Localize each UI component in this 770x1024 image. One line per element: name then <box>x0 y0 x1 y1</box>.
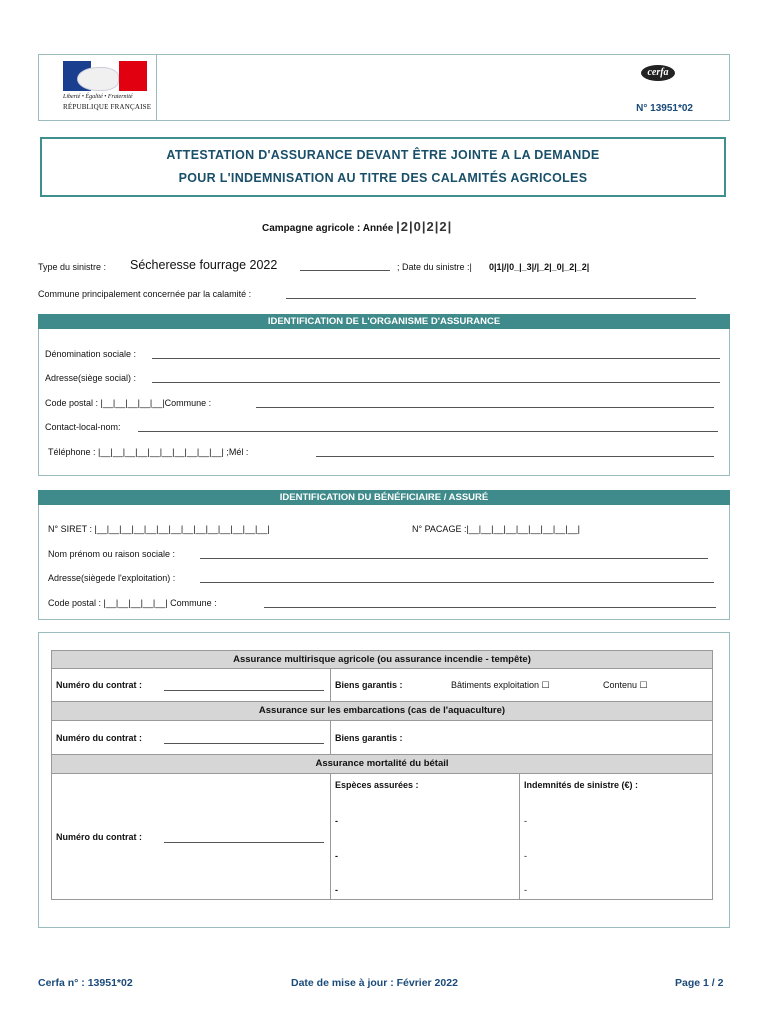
campagne-line <box>262 219 452 234</box>
republic-name: RÉPUBLIQUE FRANÇAISE <box>63 103 152 111</box>
sinistre-type-label: Type du sinistre : <box>38 262 107 272</box>
code-postal-benef-label: Code postal : |__|__|__|__|__| Commune : <box>48 598 217 608</box>
marianne-logo <box>63 61 147 91</box>
header-box <box>38 54 730 121</box>
commune-field[interactable] <box>286 298 696 299</box>
especes-dash-1[interactable]: - <box>335 816 338 826</box>
commune-org-field[interactable] <box>256 407 714 408</box>
denomination-label: Dénomination sociale : <box>45 349 137 359</box>
batiments-checkbox[interactable]: Bâtiments exploitation ☐ <box>451 680 550 690</box>
code-postal-org-label: Code postal : |__|__|__|__|__|Commune : <box>45 398 212 408</box>
nom-field[interactable] <box>200 558 708 559</box>
campagne-label: Campagne agricole : Année <box>262 223 394 234</box>
mortalite-contrat-cell <box>51 773 331 900</box>
cerfa-logo: cerfa <box>641 65 675 81</box>
especes-dash-2[interactable]: - <box>335 851 338 861</box>
multirisque-header: Assurance multirisque agricole (ou assurance incendie - tempête) <box>51 650 713 669</box>
mortalite-contrat-label: Numéro du contrat : <box>56 832 143 842</box>
adresse-org-field[interactable] <box>152 382 720 383</box>
embarcations-biens-label: Biens garantis : <box>335 733 403 743</box>
denomination-field[interactable] <box>152 358 720 359</box>
multirisque-contrat-cell <box>51 668 331 702</box>
campagne-value[interactable]: |2|0|2|2| <box>396 219 453 234</box>
embarcations-contrat-field[interactable] <box>164 743 324 744</box>
siret-field[interactable]: N° SIRET : |__|__|__|__|__|__|__|__|__|__|__|__|__|__| <box>48 524 270 534</box>
adresse-benef-field[interactable] <box>200 582 714 583</box>
embarcations-header: Assurance sur les embarcations (cas de l'aquaculture) <box>51 701 713 721</box>
mel-field[interactable] <box>316 456 714 457</box>
indemnites-dash-2[interactable]: - <box>524 851 527 861</box>
sinistre-date-label: ; Date du sinistre :| <box>397 262 472 272</box>
indemnites-dash-3[interactable]: - <box>524 885 527 895</box>
embarcations-biens-cell <box>330 720 713 755</box>
indemnites-label: Indemnités de sinistre (€) : <box>524 780 639 790</box>
especes-dash-3[interactable]: - <box>335 885 338 895</box>
cerfa-number: N° 13951*02 <box>636 103 693 114</box>
title-line-2: POUR L'INDEMNISATION AU TITRE DES CALAMITÉS AGRICOLES <box>178 171 588 185</box>
sinistre-date-value[interactable]: 0|1|/|0_|_3|/|_2|_0|_2|_2| <box>489 262 590 272</box>
especes-cell <box>330 773 520 900</box>
multirisque-contrat-label: Numéro du contrat : <box>56 680 143 690</box>
contenu-checkbox[interactable]: Contenu ☐ <box>603 680 648 690</box>
footer-cerfa: Cerfa n° : 13951*02 <box>38 977 133 989</box>
republic-motto: Liberté • Égalité • Fraternité <box>63 94 133 100</box>
contact-field[interactable] <box>138 431 718 432</box>
commune-benef-field[interactable] <box>264 607 716 608</box>
indemnites-dash-1[interactable]: - <box>524 816 527 826</box>
multirisque-biens-cell <box>330 668 713 702</box>
beneficiaire-bar: IDENTIFICATION DU BÉNÉFICIAIRE / ASSURÉ <box>38 490 730 505</box>
commune-label: Commune principalement concernée par la calamité : <box>38 289 252 299</box>
indemnites-cell <box>519 773 713 900</box>
title-box <box>40 137 726 197</box>
footer-page: Page 1 / 2 <box>675 977 724 989</box>
especes-label: Espèces assurées : <box>335 780 419 790</box>
adresse-org-label: Adresse(siège social) : <box>45 373 137 383</box>
title-line-1: ATTESTATION D'ASSURANCE DEVANT ÊTRE JOINTE A LA DEMANDE <box>166 148 600 162</box>
organisme-bar: IDENTIFICATION DE L'ORGANISME D'ASSURANCE <box>38 314 730 329</box>
sinistre-type-underline <box>300 270 390 271</box>
header-separator <box>156 55 157 120</box>
mortalite-contrat-field[interactable] <box>164 842 324 843</box>
contact-label: Contact-local-nom: <box>45 422 121 432</box>
mortalite-header: Assurance mortalité du bétail <box>51 754 713 774</box>
multirisque-biens-label: Biens garantis : <box>335 680 403 690</box>
sinistre-type-value[interactable]: Sécheresse fourrage 2022 <box>130 258 278 272</box>
embarcations-contrat-label: Numéro du contrat : <box>56 733 143 743</box>
multirisque-contrat-field[interactable] <box>164 690 324 691</box>
nom-label: Nom prénom ou raison sociale : <box>48 549 176 559</box>
telephone-label: Téléphone : |__|__|__|__|__|__|__|__|__|__| ;Mél : <box>48 447 249 457</box>
footer-date: Date de mise à jour : Février 2022 <box>291 977 458 989</box>
adresse-benef-label: Adresse(siègede l'exploitation) : <box>48 573 176 583</box>
embarcations-contrat-cell <box>51 720 331 755</box>
pacage-field[interactable]: N° PACAGE :|__|__|__|__|__|__|__|__|__| <box>412 524 580 534</box>
